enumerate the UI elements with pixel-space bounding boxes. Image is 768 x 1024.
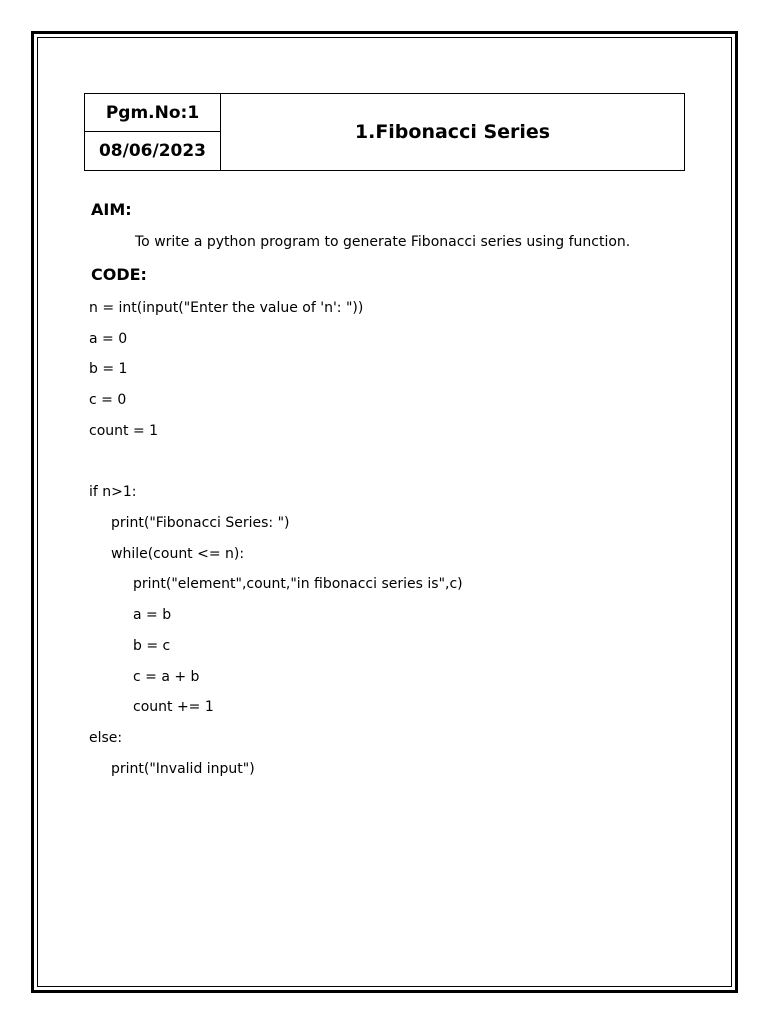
- code-line: n = int(input("Enter the value of 'n': ")): [89, 300, 364, 316]
- header-table: [84, 93, 685, 171]
- code-heading: CODE:: [91, 265, 147, 284]
- aim-text: To write a python program to generate Fibonacci series using function.: [135, 234, 631, 250]
- code-line: c = a + b: [133, 669, 200, 685]
- code-line: print("Fibonacci Series: "): [111, 515, 290, 531]
- code-line: b = 1: [89, 361, 128, 377]
- code-line: print("element",count,"in fibonacci series is",c): [133, 576, 463, 592]
- aim-heading: AIM:: [91, 200, 132, 219]
- code-line: else:: [89, 730, 123, 746]
- program-number: Pgm.No:1: [85, 94, 221, 132]
- code-line: a = 0: [89, 331, 128, 347]
- program-title: 1.Fibonacci Series: [354, 121, 551, 143]
- program-date: 08/06/2023: [85, 132, 221, 170]
- code-line: a = b: [133, 607, 172, 623]
- code-line: if n>1:: [89, 484, 137, 500]
- code-line: print("Invalid input"): [111, 761, 255, 777]
- page-border-inner: [37, 37, 732, 987]
- code-line: b = c: [133, 638, 171, 654]
- code-line: c = 0: [89, 392, 127, 408]
- code-line: count += 1: [133, 699, 214, 715]
- code-line: count = 1: [89, 423, 159, 439]
- code-line: while(count <= n):: [111, 546, 245, 562]
